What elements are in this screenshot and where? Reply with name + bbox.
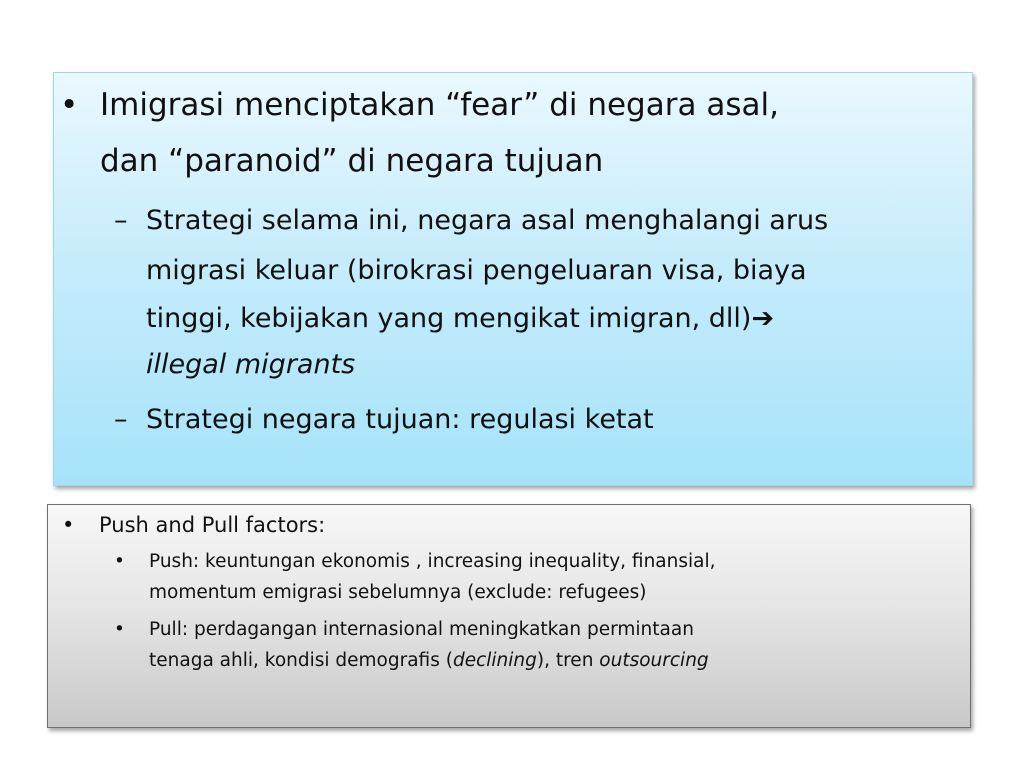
outsourcing-text: outsourcing (599, 650, 709, 671)
push-line-1: Push: keuntungan ekonomis , increasing inequality, finansial, (149, 551, 716, 572)
right-arrow-icon: ➔ (751, 303, 775, 334)
dash-marker: – (114, 404, 128, 435)
push-pull-factors-box (47, 504, 971, 728)
pull-line-2 (149, 650, 709, 671)
illegal-migrants-text: illegal migrants (146, 349, 356, 380)
sub-bullet-1-line-3 (146, 303, 774, 334)
main-bullet-line-1: Imigrasi menciptakan “fear” di negara asal, (100, 87, 779, 123)
sub-bullet-2: Strategi negara tujuan: regulasi ketat (146, 404, 654, 435)
dash-marker: – (114, 205, 128, 236)
push-pull-heading: Push and Pull factors: (99, 513, 326, 537)
main-bullet-line-2: dan “paranoid” di negara tujuan (100, 143, 604, 179)
migration-fear-box (53, 72, 973, 486)
pull-line-2-part-c: ), tren (536, 650, 600, 671)
sub-bullet-1-line-2: migrasi keluar (birokrasi pengeluaran visa, biaya (146, 255, 807, 286)
sub-bullet-1-line-3-text: tinggi, kebijakan yang mengikat imigran, dll) (146, 303, 752, 334)
push-line-2: momentum emigrasi sebelumnya (exclude: refugees) (149, 582, 647, 603)
sub-bullet-1-line-4 (146, 349, 355, 380)
pull-line-2-part-a: tenaga ahli, kondisi demografis ( (149, 650, 453, 671)
bullet-marker: • (114, 551, 125, 572)
sub-bullet-1-line-1: Strategi selama ini, negara asal menghalangi arus (146, 205, 829, 236)
bullet-marker: • (114, 619, 125, 640)
bullet-marker: • (62, 513, 75, 537)
pull-line-1: Pull: perdagangan internasional meningkatkan permintaan (149, 619, 694, 640)
bullet-marker: • (60, 87, 79, 123)
declining-text: declining (452, 650, 537, 671)
